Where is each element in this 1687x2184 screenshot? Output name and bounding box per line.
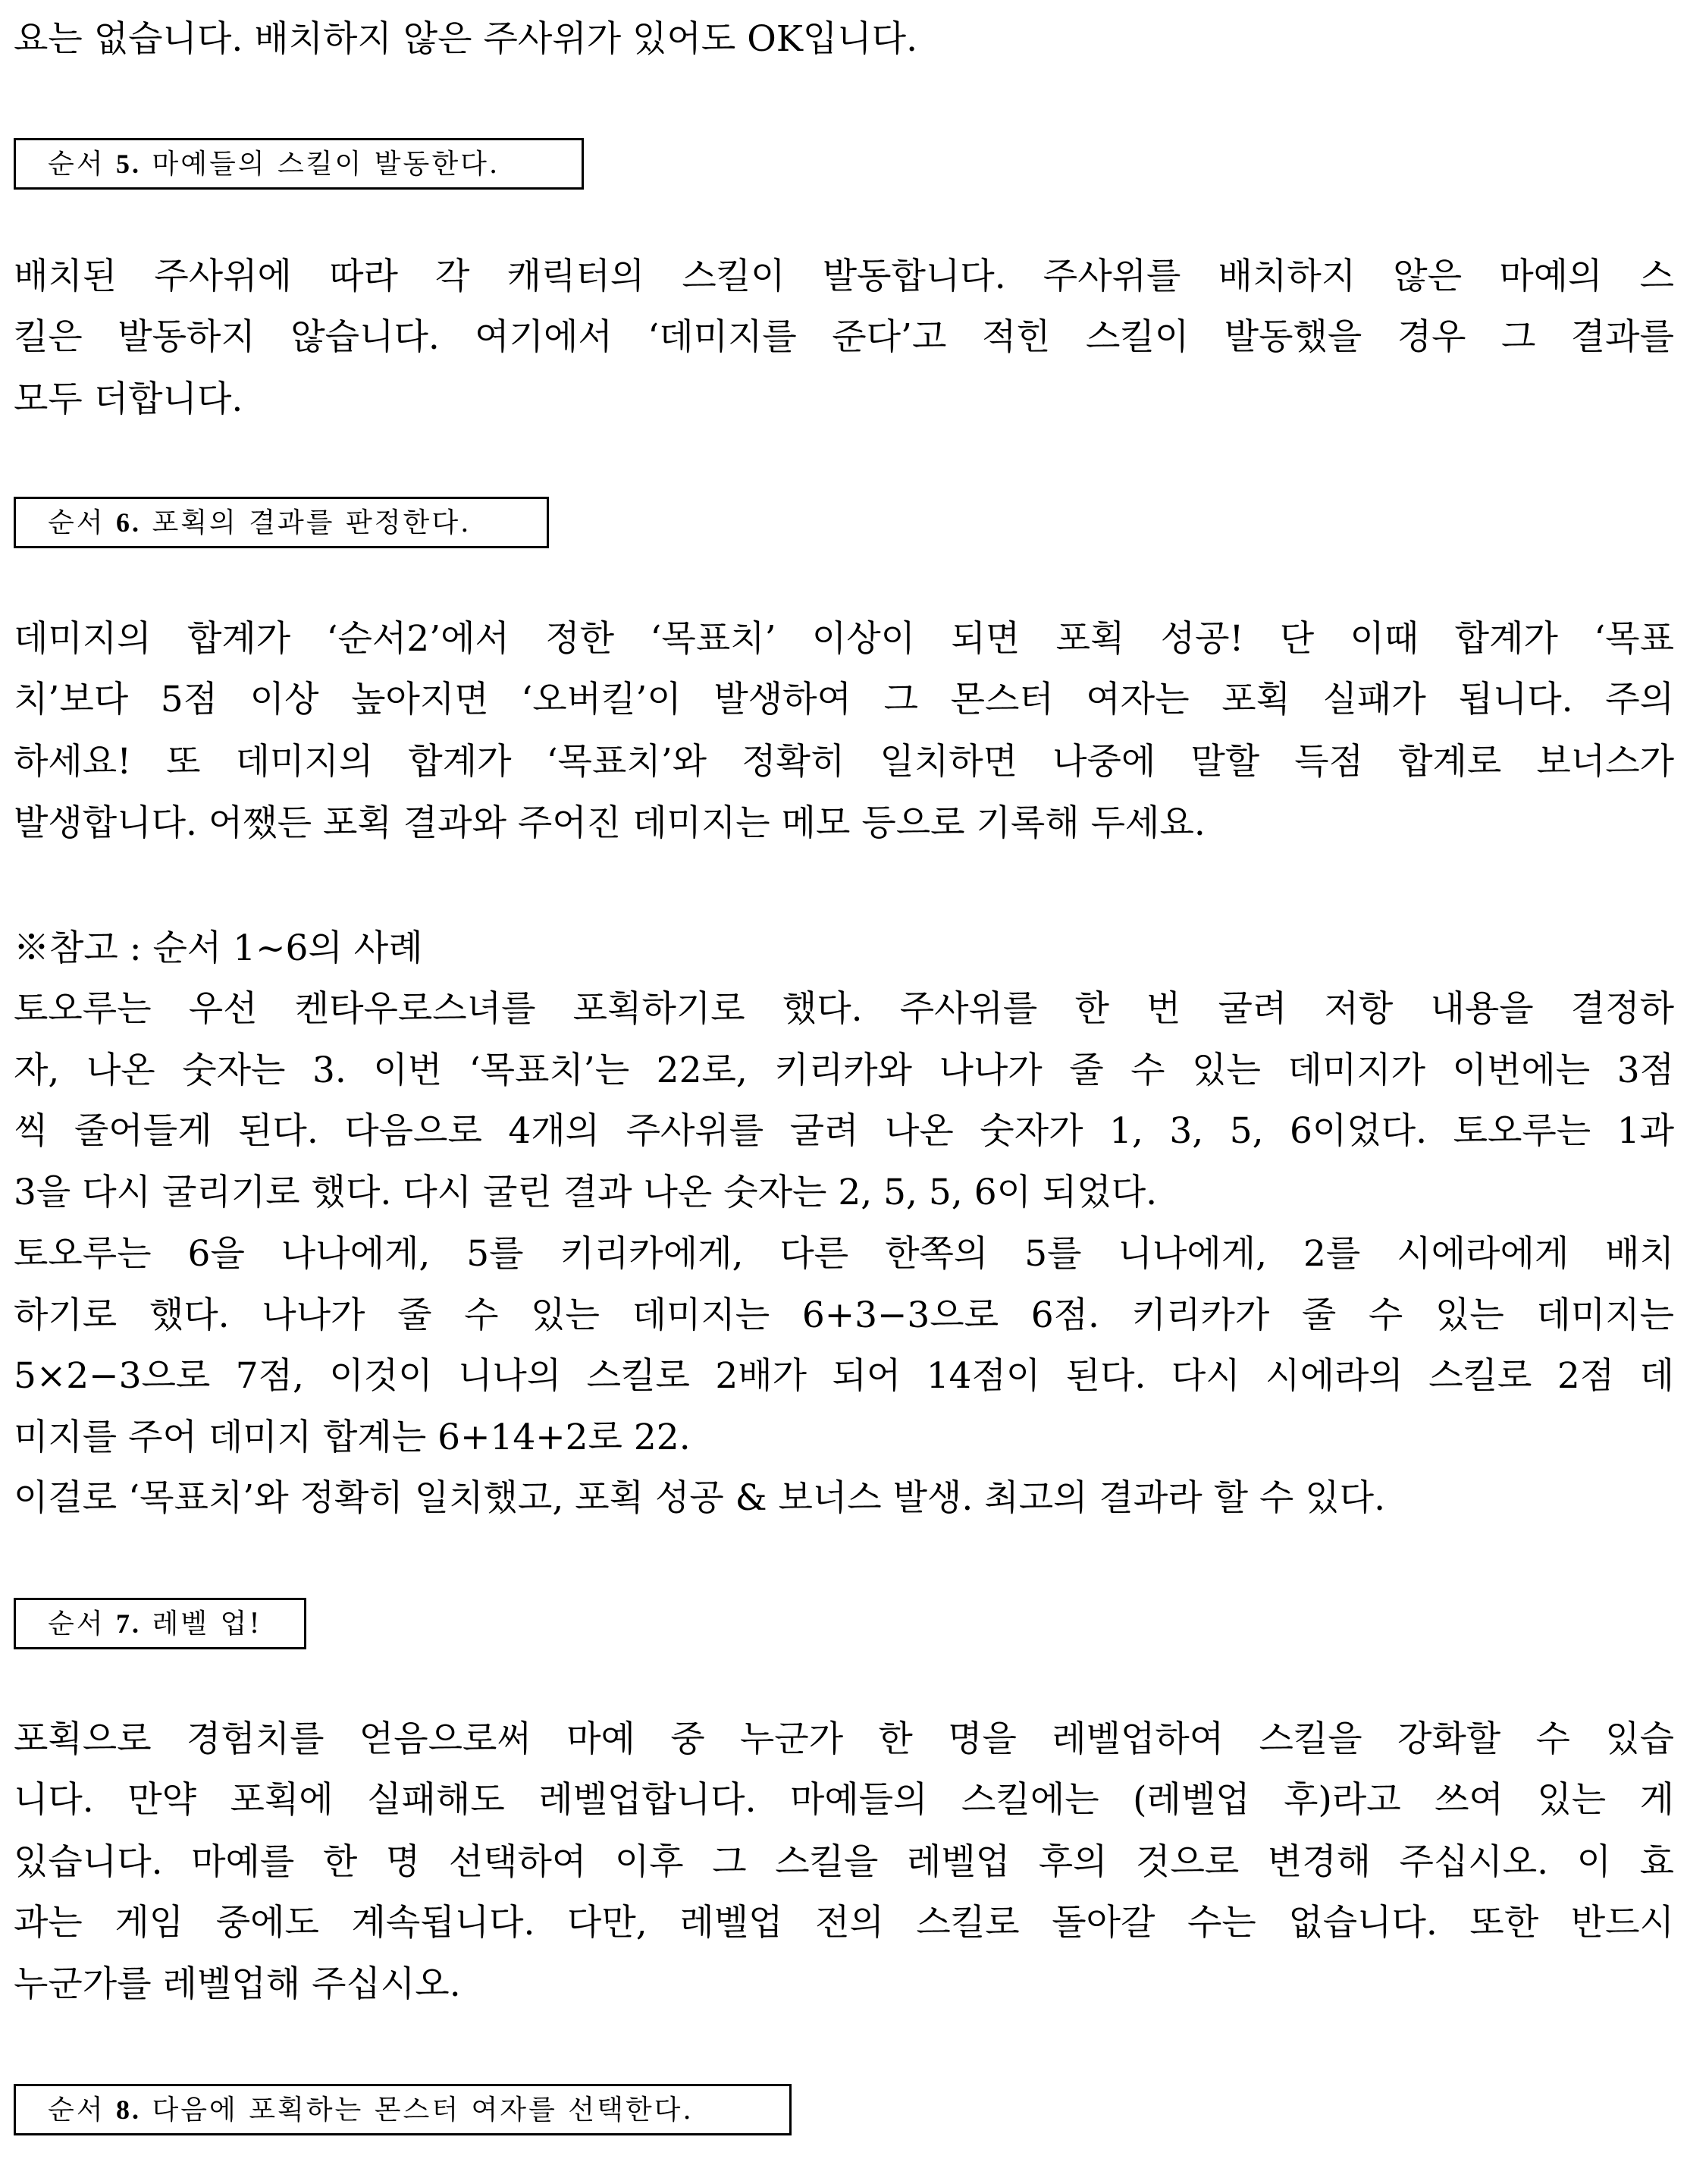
paragraph-line: 킬은 발동하지 않습니다. 여기에서 ‘데미지를 준다’고 적힌 스킬이 발동했을 경우 그 결과를: [14, 316, 1674, 358]
paragraph-line: 모두 더합니다.: [14, 378, 243, 420]
paragraph-line: 발생합니다. 어쨌든 포획 결과와 주어진 데미지는 메모 등으로 기록해 두세요.: [14, 802, 1206, 844]
heading-prefix: 순서: [48, 1608, 116, 1640]
paragraph-line: 과는 게임 중에도 계속됩니다. 다만, 레벨업 전의 스킬로 돌아갈 수는 없습니다. 또한 반드시: [14, 1902, 1674, 1944]
heading-number: 8.: [116, 2095, 141, 2125]
heading-number: 6.: [116, 507, 141, 538]
paragraph-line: 미지를 주어 데미지 합계는 6+14+2로 22.: [14, 1417, 691, 1458]
paragraph-line: 토오루는 6을 나나에게, 5를 키리카에게, 다른 한쪽의 5를 니나에게, 2를 시에라에게 배치: [14, 1233, 1674, 1275]
paragraph-line: 포획으로 경험치를 얻음으로써 마예 중 누군가 한 명을 레벨업하여 스킬을 강화할 수 있습: [14, 1718, 1674, 1760]
heading-prefix: 순서: [48, 149, 116, 180]
heading-number: 7.: [116, 1608, 141, 1639]
heading-text: 다음에 포획하는 몬스터 여자를 선택한다.: [141, 2095, 694, 2126]
paragraph-line: 하세요! 또 데미지의 합계가 ‘목표치’와 정확히 일치하면 나중에 말할 득점 합계로 보너스가: [14, 741, 1674, 783]
paragraph-line: 배치된 주사위에 따라 각 캐릭터의 스킬이 발동합니다. 주사위를 배치하지 않은 마예의 스: [14, 256, 1674, 297]
heading-prefix: 순서: [48, 507, 116, 538]
heading-text: 마예들의 스킬이 발동한다.: [141, 149, 500, 180]
paragraph-line: 5×2−3으로 7점, 이것이 니나의 스킬로 2배가 되어 14점이 된다. 다시 시에라의 스킬로 2점 데: [14, 1355, 1674, 1397]
paragraph-line: 요는 없습니다. 배치하지 않은 주사위가 있어도 OK입니다.: [14, 18, 918, 60]
paragraph-line: 니다. 만약 포획에 실패해도 레벨업합니다. 마예들의 스킬에는 (레벨업 후)라고 쓰여 있는 게: [14, 1779, 1674, 1821]
paragraph-line: 이걸로 ‘목표치’와 정확히 일치했고, 포획 성공 & 보너스 발생. 최고의 결과라 할 수 있다.: [14, 1477, 1386, 1519]
section-5-heading: [14, 138, 584, 190]
paragraph-line: 치’보다 5점 이상 높아지면 ‘오버킬’이 발생하여 그 몬스터 여자는 포획 실패가 됩니다. 주의: [14, 679, 1674, 720]
heading-prefix: 순서: [48, 2095, 116, 2126]
paragraph-line: 3을 다시 굴리기로 했다. 다시 굴린 결과 나온 숫자는 2, 5, 5, 6이 되었다.: [14, 1172, 1158, 1213]
example-title: ※참고 : 순서 1~6의 사례: [14, 927, 423, 969]
paragraph-line: 있습니다. 마예를 한 명 선택하여 이후 그 스킬을 레벨업 후의 것으로 변경해 주십시오. 이 효: [14, 1841, 1674, 1883]
heading-text: 레벨 업!: [141, 1608, 262, 1640]
heading-text: 포획의 결과를 판정한다.: [141, 507, 472, 538]
heading-number: 5.: [116, 149, 141, 179]
section-7-heading: [14, 1598, 306, 1649]
paragraph-line: 하기로 했다. 나나가 줄 수 있는 데미지는 6+3−3으로 6점. 키리카가 줄 수 있는 데미지는: [14, 1294, 1674, 1336]
paragraph-line: 토오루는 우선 켄타우로스녀를 포획하기로 했다. 주사위를 한 번 굴려 저항 내용을 결정하: [14, 988, 1674, 1030]
section-8-heading: [14, 2084, 792, 2135]
paragraph-line: 데미지의 합계가 ‘순서2’에서 정한 ‘목표치’ 이상이 되면 포획 성공! 단 이때 합계가 ‘목표: [14, 618, 1674, 660]
section-6-heading: [14, 497, 549, 548]
paragraph-line: 누군가를 레벨업해 주십시오.: [14, 1963, 461, 2005]
paragraph-line: 씩 줄어들게 된다. 다음으로 4개의 주사위를 굴려 나온 숫자가 1, 3, 5, 6이었다. 토오루는 1과: [14, 1110, 1674, 1152]
paragraph-line: 자, 나온 숫자는 3. 이번 ‘목표치’는 22로, 키리카와 나나가 줄 수 있는 데미지가 이번에는 3점: [14, 1050, 1674, 1091]
